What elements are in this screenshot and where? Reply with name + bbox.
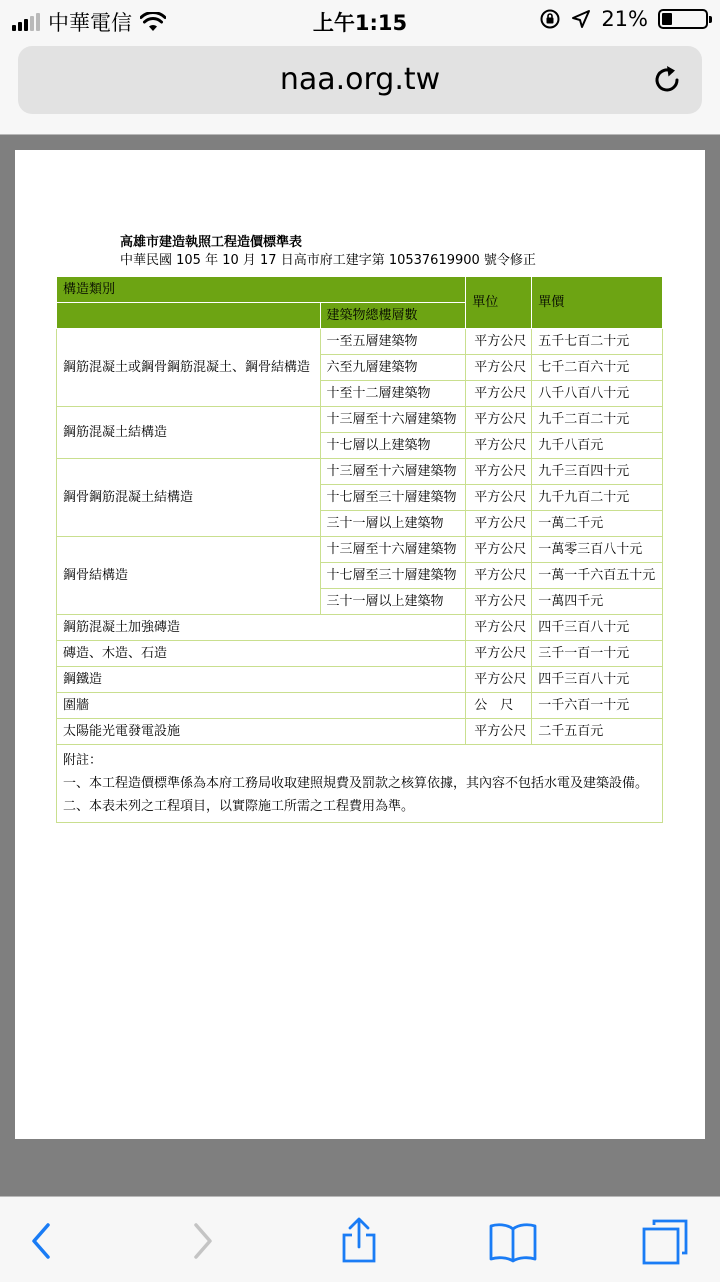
clock: 上午1:15 xyxy=(312,11,408,35)
price-cell: 九千二百二十元 xyxy=(532,407,663,433)
unit-cell: 平方公尺 xyxy=(466,719,532,745)
unit-cell: 平方公尺 xyxy=(466,459,532,485)
unit-cell: 平方公尺 xyxy=(466,407,532,433)
unit-cell: 平方公尺 xyxy=(466,641,532,667)
structure-cell: 鋼鐵造 xyxy=(57,667,466,693)
table-row xyxy=(57,329,663,355)
notes-section xyxy=(56,745,663,823)
floors-cell: 十三層至十六層建築物 xyxy=(320,459,466,485)
notes-heading: 附註： xyxy=(63,753,103,768)
price-cell: 四千三百八十元 xyxy=(532,615,663,641)
header-spacer xyxy=(57,303,321,329)
unit-cell: 平方公尺 xyxy=(466,537,532,563)
url-text[interactable]: naa.org.tw xyxy=(279,62,441,97)
header-unit-price: 單價 xyxy=(532,277,663,329)
unit-cell: 公 尺 xyxy=(466,693,532,719)
unit-cell: 平方公尺 xyxy=(466,667,532,693)
header-total-floors: 建築物總樓層數 xyxy=(320,303,466,329)
battery-percent: 21% xyxy=(601,7,648,31)
structure-cell: 鋼骨鋼筋混凝土結構造 xyxy=(57,459,321,537)
structure-cell: 鋼筋混凝土加強磚造 xyxy=(57,615,466,641)
structure-cell: 磚造、木造、石造 xyxy=(57,641,466,667)
bookmarks-icon[interactable] xyxy=(487,1215,539,1267)
table-row xyxy=(57,615,663,641)
browser-header xyxy=(0,40,720,135)
unit-cell: 平方公尺 xyxy=(466,511,532,537)
unit-cell: 平方公尺 xyxy=(466,615,532,641)
location-arrow-icon xyxy=(571,9,591,29)
unit-cell: 平方公尺 xyxy=(466,381,532,407)
floors-cell: 三十一層以上建築物 xyxy=(320,511,466,537)
structure-cell: 太陽能光電發電設施 xyxy=(57,719,466,745)
cost-table xyxy=(56,276,663,745)
floors-cell: 十至十二層建築物 xyxy=(320,381,466,407)
price-cell: 四千三百八十元 xyxy=(532,667,663,693)
floors-cell: 十三層至十六層建築物 xyxy=(320,537,466,563)
price-cell: 九千三百四十元 xyxy=(532,459,663,485)
table-header-row xyxy=(57,277,663,303)
structure-cell: 鋼骨結構造 xyxy=(57,537,321,615)
document-subtitle: 中華民國 105 年 10 月 17 日高市府工建字第 10537619900 號令修正 xyxy=(120,253,536,268)
table-row xyxy=(57,667,663,693)
header-structure-type: 構造類別 xyxy=(57,277,466,303)
price-cell: 一千六百一十元 xyxy=(532,693,663,719)
rotation-lock-icon xyxy=(539,8,561,30)
structure-cell: 鋼筋混凝土或鋼骨鋼筋混凝土、鋼骨結構造 xyxy=(57,329,321,407)
table-row xyxy=(57,537,663,563)
price-cell: 九千九百二十元 xyxy=(532,485,663,511)
carrier-name: 中華電信 xyxy=(48,11,132,35)
bottom-toolbar xyxy=(0,1196,720,1282)
document xyxy=(56,234,663,823)
price-cell: 三千一百一十元 xyxy=(532,641,663,667)
price-cell: 八千八百八十元 xyxy=(532,381,663,407)
price-cell: 一萬四千元 xyxy=(532,589,663,615)
tabs-icon[interactable] xyxy=(640,1215,692,1267)
table-row xyxy=(57,693,663,719)
structure-cell: 圍牆 xyxy=(57,693,466,719)
floors-cell: 十七層至三十層建築物 xyxy=(320,485,466,511)
floors-cell: 十七層以上建築物 xyxy=(320,433,466,459)
table-row xyxy=(57,641,663,667)
table-row xyxy=(57,407,663,433)
floors-cell: 一至五層建築物 xyxy=(320,329,466,355)
price-cell: 二千五百元 xyxy=(532,719,663,745)
floors-cell: 六至九層建築物 xyxy=(320,355,466,381)
reload-icon[interactable] xyxy=(650,63,684,97)
table-row xyxy=(57,459,663,485)
floors-cell: 十七層至三十層建築物 xyxy=(320,563,466,589)
unit-cell: 平方公尺 xyxy=(466,589,532,615)
floors-cell: 十三層至十六層建築物 xyxy=(320,407,466,433)
price-cell: 一萬二千元 xyxy=(532,511,663,537)
price-cell: 九千八百元 xyxy=(532,433,663,459)
unit-cell: 平方公尺 xyxy=(466,329,532,355)
price-cell: 一萬零三百八十元 xyxy=(532,537,663,563)
share-icon[interactable] xyxy=(333,1215,385,1267)
battery-icon xyxy=(658,9,708,29)
header-unit: 單位 xyxy=(466,277,532,329)
pdf-page xyxy=(15,150,705,1139)
unit-cell: 平方公尺 xyxy=(466,355,532,381)
structure-cell: 鋼筋混凝土結構造 xyxy=(57,407,321,459)
document-title: 高雄市建造執照工程造價標準表 xyxy=(120,235,303,250)
unit-cell: 平方公尺 xyxy=(466,433,532,459)
note-item: 二、本表未列之工程項目，以實際施工所需之工程費用為準。 xyxy=(63,799,415,814)
price-cell: 一萬一千六百五十元 xyxy=(532,563,663,589)
back-icon[interactable] xyxy=(16,1215,68,1267)
floors-cell: 三十一層以上建築物 xyxy=(320,589,466,615)
note-item: 一、本工程造價標準係為本府工務局收取建照規費及罰款之核算依據，其內容不包括水電及建築設備。 xyxy=(63,776,649,791)
forward-icon[interactable] xyxy=(176,1215,228,1267)
table-row xyxy=(57,719,663,745)
status-bar xyxy=(0,0,720,40)
unit-cell: 平方公尺 xyxy=(466,485,532,511)
address-bar[interactable] xyxy=(18,46,702,114)
price-cell: 五千七百二十元 xyxy=(532,329,663,355)
price-cell: 七千二百六十元 xyxy=(532,355,663,381)
unit-cell: 平方公尺 xyxy=(466,563,532,589)
